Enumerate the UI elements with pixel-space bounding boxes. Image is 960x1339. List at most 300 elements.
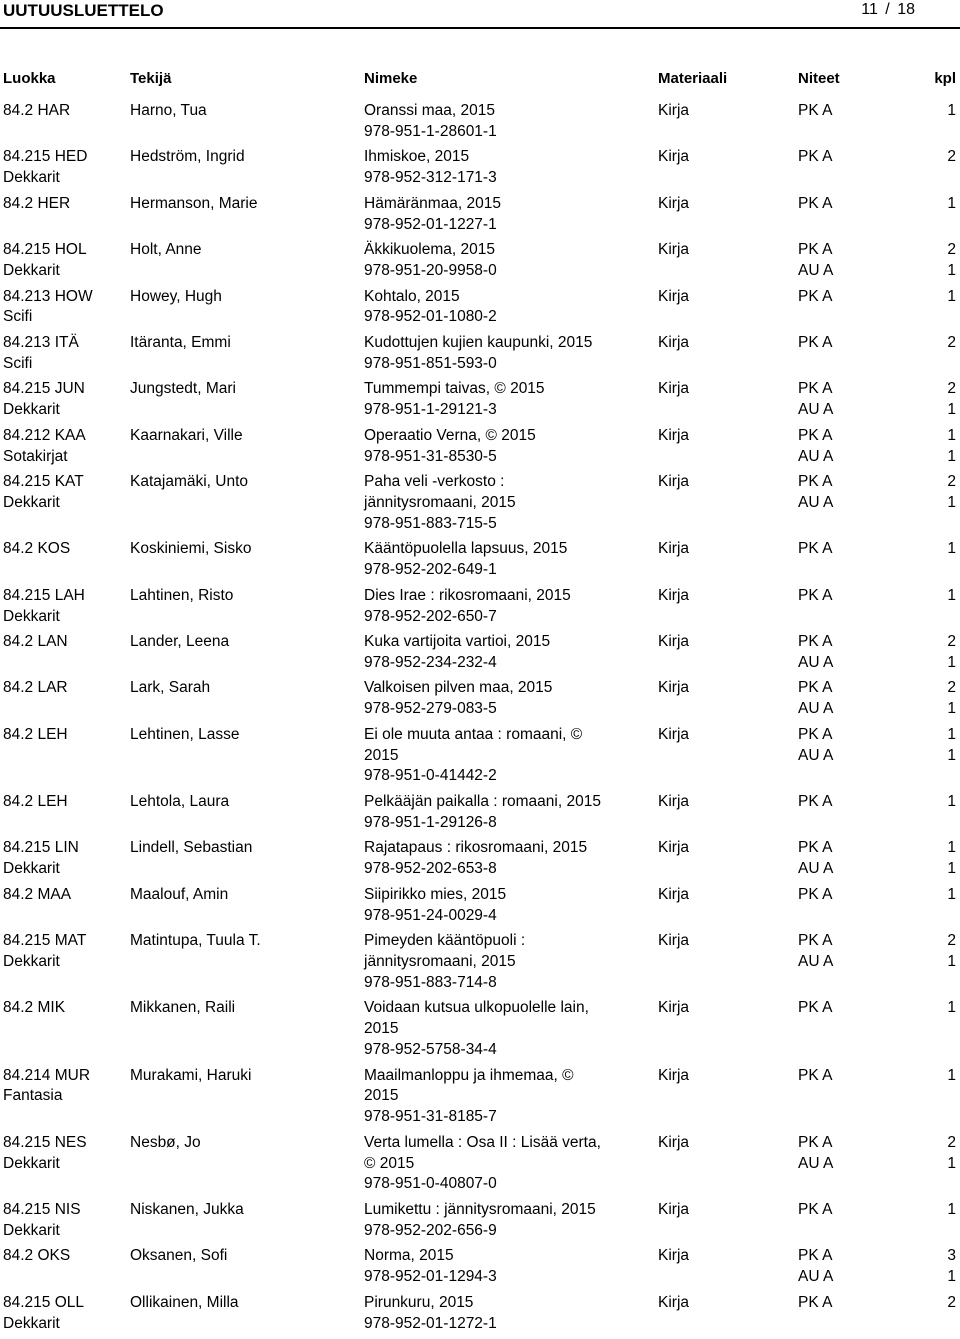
catalog-row [0, 678, 960, 720]
page-header [0, 0, 960, 26]
material: Kirja [658, 473, 690, 491]
location: PK A [798, 194, 833, 212]
title-cell [364, 931, 626, 993]
notes-cell [798, 632, 833, 674]
author: Itäranta, Emmi [130, 333, 231, 351]
count: 1 [947, 540, 956, 558]
catalog-row [0, 792, 960, 834]
location: PK A [798, 885, 833, 903]
genre: Dekkarit [3, 1154, 60, 1172]
count: 2 [947, 633, 956, 651]
count-cell [947, 1133, 956, 1175]
author: Maalouf, Amin [130, 885, 229, 903]
notes-cell [798, 194, 832, 215]
genre: Dekkarit [3, 493, 60, 511]
count: 1 [947, 447, 956, 465]
author: Lehtinen, Lasse [130, 725, 240, 743]
count: 1 [947, 746, 956, 764]
material: Kirja [658, 148, 690, 166]
author: Hedström, Ingrid [130, 148, 245, 166]
class-code: 84.2 LEH [3, 725, 68, 743]
count-cell [947, 885, 956, 906]
material: Kirja [658, 932, 690, 950]
title-cell [364, 147, 626, 189]
class-code: 84.215 NES [3, 1133, 87, 1151]
count: 1 [947, 287, 956, 305]
genre: Dekkarit [3, 401, 60, 419]
count-cell [947, 1293, 956, 1314]
title-cell [364, 1133, 626, 1195]
title-line: Tummempi taivas, © 2015 [364, 380, 545, 398]
title-line: Ihmiskoe, 2015 [364, 148, 470, 166]
column-headers [0, 70, 960, 90]
notes-cell [798, 333, 832, 354]
count-cell [947, 101, 956, 122]
location: PK A [798, 633, 833, 651]
class-cell [3, 1200, 81, 1242]
page-number: 11 / 18 [861, 1, 915, 18]
location: PK A [798, 473, 833, 491]
material: Kirja [658, 679, 690, 697]
class-code: 84.2 LAN [3, 633, 68, 651]
count: 1 [947, 261, 956, 279]
title-line: 978-952-202-656-9 [364, 1221, 497, 1239]
catalog-row [0, 1200, 960, 1242]
title-line: 978-952-01-1227-1 [364, 215, 497, 233]
location: AU A [798, 447, 834, 465]
col-class: Luokka [3, 70, 56, 87]
class-code: 84.2 OKS [3, 1247, 71, 1265]
count: 1 [947, 860, 956, 878]
genre: Dekkarit [3, 1221, 60, 1239]
class-cell [3, 194, 70, 215]
count: 1 [947, 493, 956, 511]
notes-cell [798, 1200, 832, 1221]
genre: Scifi [3, 354, 33, 372]
catalog-row [0, 838, 960, 880]
title-cell [364, 632, 626, 674]
count-cell [947, 333, 956, 354]
title-line: 978-952-234-232-4 [364, 653, 497, 671]
author: Lark, Sarah [130, 679, 211, 697]
page-title: UUTUUSLUETTELO [3, 1, 164, 20]
class-cell [3, 333, 79, 375]
location: PK A [798, 540, 833, 558]
class-code: 84.215 LIN [3, 839, 79, 857]
title-cell [364, 1246, 626, 1288]
class-cell [3, 147, 87, 189]
count: 1 [947, 586, 956, 604]
count-cell [947, 472, 956, 514]
author: Lehtola, Laura [130, 793, 230, 811]
material: Kirja [658, 287, 690, 305]
class-cell [3, 586, 85, 628]
location: PK A [798, 241, 833, 259]
class-code: 84.2 HER [3, 194, 71, 212]
notes-cell [798, 586, 832, 607]
title-cell [364, 539, 626, 581]
count: 2 [947, 1293, 956, 1311]
author: Harno, Tua [130, 102, 207, 119]
title-line: 2015 [364, 1020, 399, 1038]
notes-cell [798, 101, 832, 122]
material: Kirja [658, 586, 690, 604]
col-notes: Niteet [798, 70, 840, 87]
title-line: Paha veli -verkosto : [364, 473, 505, 491]
catalog-row [0, 931, 960, 993]
notes-cell [798, 539, 832, 560]
count-cell [947, 1200, 956, 1221]
title-line: Pimeyden kääntöpuoli : [364, 932, 526, 950]
title-line: 978-952-01-1272-1 [364, 1314, 497, 1332]
class-code: 84.2 MAA [3, 885, 72, 903]
notes-cell [798, 1246, 833, 1288]
title-line: 978-951-1-29121-3 [364, 401, 497, 419]
title-line: 978-951-1-28601-1 [364, 122, 497, 140]
title-line: Voidaan kutsua ulkopuolelle lain, [364, 999, 589, 1017]
notes-cell [798, 287, 832, 308]
catalog-row [0, 539, 960, 581]
title-line: 978-952-312-171-3 [364, 169, 497, 187]
class-code: 84.215 MAT [3, 932, 87, 950]
title-line: 978-952-01-1294-3 [364, 1268, 497, 1286]
title-cell [364, 1066, 626, 1128]
location: AU A [798, 261, 834, 279]
notes-cell [798, 240, 833, 282]
location: AU A [798, 860, 834, 878]
count: 2 [947, 380, 956, 398]
class-cell [3, 838, 79, 880]
author: Mikkanen, Raili [130, 999, 236, 1017]
count-cell [947, 147, 956, 168]
count: 2 [947, 932, 956, 950]
title-line: Maailmanloppu ja ihmemaa, © [364, 1066, 574, 1084]
genre: Dekkarit [3, 169, 60, 187]
title-line: 2015 [364, 746, 399, 764]
class-cell [3, 678, 68, 699]
count-cell [947, 725, 956, 767]
author: Oksanen, Sofi [130, 1247, 228, 1265]
class-cell [3, 287, 93, 329]
catalog-row [0, 472, 960, 534]
material: Kirja [658, 1200, 690, 1218]
location: PK A [798, 1200, 833, 1218]
title-cell [364, 287, 626, 329]
count: 1 [947, 999, 956, 1017]
material: Kirja [658, 725, 690, 743]
count-cell [947, 1246, 956, 1288]
title-line: Siipirikko mies, 2015 [364, 885, 507, 903]
title-cell [364, 194, 626, 236]
count-cell [947, 287, 956, 308]
author: Howey, Hugh [130, 287, 222, 305]
title-line: 978-952-202-649-1 [364, 561, 497, 579]
class-code: 84.215 KAT [3, 473, 84, 491]
genre: Scifi [3, 308, 33, 326]
class-code: 84.215 HED [3, 148, 88, 166]
count-cell [947, 678, 956, 720]
title-line: 978-952-279-083-5 [364, 700, 497, 718]
count: 1 [947, 102, 956, 119]
location: AU A [798, 493, 834, 511]
title-line: Kuka vartijoita vartioi, 2015 [364, 633, 551, 651]
count-cell [947, 838, 956, 880]
title-line: Dies Irae : rikosromaani, 2015 [364, 586, 571, 604]
material: Kirja [658, 194, 690, 212]
material: Kirja [658, 1133, 690, 1151]
location: PK A [798, 333, 833, 351]
notes-cell [798, 147, 832, 168]
count: 2 [947, 148, 956, 166]
class-cell [3, 998, 65, 1019]
col-author: Tekijä [130, 70, 172, 87]
class-cell [3, 240, 87, 282]
title-line: Kääntöpuolella lapsuus, 2015 [364, 540, 568, 558]
material: Kirja [658, 793, 690, 811]
title-line: 978-951-0-41442-2 [364, 767, 497, 785]
count: 1 [947, 885, 956, 903]
notes-cell [798, 931, 833, 973]
count: 2 [947, 1133, 956, 1151]
class-cell [3, 379, 85, 421]
genre: Dekkarit [3, 261, 60, 279]
catalog-row [0, 885, 960, 927]
title-cell [364, 379, 626, 421]
title-line: jännitysromaani, 2015 [364, 493, 516, 511]
author: Hermanson, Marie [130, 194, 258, 212]
material: Kirja [658, 102, 690, 119]
class-code: 84.2 KOS [3, 540, 71, 558]
notes-cell [798, 838, 833, 880]
location: AU A [798, 1268, 834, 1286]
title-line: Kudottujen kujien kaupunki, 2015 [364, 333, 593, 351]
title-cell [364, 792, 626, 834]
genre: Dekkarit [3, 1314, 60, 1332]
notes-cell [798, 379, 833, 421]
title-cell [364, 1293, 626, 1335]
count-cell [947, 379, 956, 421]
count-cell [947, 931, 956, 973]
location: PK A [798, 287, 833, 305]
location: PK A [798, 102, 833, 119]
location: PK A [798, 1247, 833, 1265]
title-cell [364, 101, 626, 143]
count: 1 [947, 401, 956, 419]
material: Kirja [658, 426, 690, 444]
class-code: 84.212 KAA [3, 426, 86, 444]
class-cell [3, 472, 84, 514]
count-cell [947, 998, 956, 1019]
title-line: Pirunkuru, 2015 [364, 1293, 474, 1311]
author: Lahtinen, Risto [130, 586, 234, 604]
title-line: 978-951-883-715-5 [364, 514, 497, 532]
title-line: 978-951-1-29126-8 [364, 813, 497, 831]
location: PK A [798, 679, 833, 697]
count: 1 [947, 1066, 956, 1084]
count: 1 [947, 700, 956, 718]
title-line: © 2015 [364, 1154, 415, 1172]
col-material: Materiaali [658, 70, 728, 87]
title-cell [364, 426, 626, 468]
notes-cell [798, 885, 832, 906]
class-cell [3, 725, 68, 746]
header-rule [0, 27, 960, 29]
title-cell [364, 333, 626, 375]
title-line: 978-951-20-9958-0 [364, 261, 497, 279]
count: 1 [947, 1200, 956, 1218]
title-cell [364, 240, 626, 282]
title-line: Ei ole muuta antaa : romaani, © [364, 725, 583, 743]
title-line: Valkoisen pilven maa, 2015 [364, 679, 553, 697]
notes-cell [798, 998, 832, 1019]
title-line: 978-952-01-1080-2 [364, 308, 497, 326]
author: Ollikainen, Milla [130, 1293, 239, 1311]
count-cell [947, 632, 956, 674]
class-cell [3, 632, 68, 653]
genre: Sotakirjat [3, 447, 68, 465]
material: Kirja [658, 241, 690, 259]
location: PK A [798, 839, 833, 857]
author: Murakami, Haruki [130, 1066, 252, 1084]
title-cell [364, 725, 626, 787]
count: 1 [947, 839, 956, 857]
class-code: 84.215 JUN [3, 380, 85, 398]
catalog-row [0, 147, 960, 189]
location: PK A [798, 380, 833, 398]
class-code: 84.2 LAR [3, 679, 68, 697]
title-line: 978-951-851-593-0 [364, 354, 497, 372]
col-count: kpl [934, 70, 956, 87]
count: 3 [947, 1247, 956, 1265]
catalog-row [0, 379, 960, 421]
catalog-list [0, 101, 960, 1339]
title-cell [364, 838, 626, 880]
location: PK A [798, 793, 833, 811]
title-line: 978-951-31-8185-7 [364, 1108, 497, 1126]
title-cell [364, 586, 626, 628]
count: 2 [947, 333, 956, 351]
location: PK A [798, 1293, 833, 1311]
class-cell [3, 539, 70, 560]
material: Kirja [658, 1247, 690, 1265]
class-code: 84.213 HOW [3, 287, 93, 305]
author: Lander, Leena [130, 633, 230, 651]
title-line: Norma, 2015 [364, 1247, 454, 1265]
author: Jungstedt, Mari [130, 380, 236, 398]
catalog-row [0, 586, 960, 628]
author: Niskanen, Jukka [130, 1200, 244, 1218]
notes-cell [798, 1133, 833, 1175]
col-title: Nimeke [364, 70, 418, 87]
title-line: Operaatio Verna, © 2015 [364, 426, 536, 444]
genre: Dekkarit [3, 607, 60, 625]
catalog-row [0, 426, 960, 468]
author: Kaarnakari, Ville [130, 426, 243, 444]
title-line: 978-951-883-714-8 [364, 973, 497, 991]
class-code: 84.213 ITÄ [3, 333, 79, 351]
count: 2 [947, 679, 956, 697]
count-cell [947, 1066, 956, 1087]
catalog-row [0, 1293, 960, 1335]
count: 1 [947, 953, 956, 971]
class-code: 84.215 HOL [3, 241, 87, 259]
class-code: 84.215 OLL [3, 1293, 85, 1311]
location: PK A [798, 932, 833, 950]
notes-cell [798, 678, 833, 720]
title-line: Kohtalo, 2015 [364, 287, 460, 305]
location: PK A [798, 999, 833, 1017]
catalog-row [0, 1066, 960, 1128]
catalog-row [0, 725, 960, 787]
class-code: 84.2 MIK [3, 999, 66, 1017]
title-line: 978-951-31-8530-5 [364, 447, 497, 465]
count: 1 [947, 653, 956, 671]
count: 1 [947, 1268, 956, 1286]
location: PK A [798, 725, 833, 743]
author: Matintupa, Tuula T. [130, 932, 261, 950]
title-line: Lumikettu : jännitysromaani, 2015 [364, 1200, 596, 1218]
author: Lindell, Sebastian [130, 839, 253, 857]
title-cell [364, 885, 626, 927]
count: 1 [947, 194, 956, 212]
location: PK A [798, 426, 833, 444]
class-code: 84.215 LAH [3, 586, 85, 604]
title-line: 978-952-202-650-7 [364, 607, 497, 625]
class-cell [3, 1066, 90, 1108]
title-cell [364, 1200, 626, 1242]
count-cell [947, 586, 956, 607]
count: 1 [947, 1154, 956, 1172]
location: PK A [798, 586, 833, 604]
title-line: Hämäränmaa, 2015 [364, 194, 501, 212]
location: PK A [798, 148, 833, 166]
location: AU A [798, 746, 834, 764]
class-cell [3, 1133, 87, 1175]
class-cell [3, 1246, 70, 1267]
class-cell [3, 1293, 84, 1335]
title-line: Äkkikuolema, 2015 [364, 241, 495, 259]
catalog-row [0, 101, 960, 143]
material: Kirja [658, 839, 690, 857]
title-line: 978-951-24-0029-4 [364, 906, 497, 924]
title-line: 978-952-202-653-8 [364, 860, 497, 878]
notes-cell [798, 1293, 832, 1314]
class-code: 84.2 LEH [3, 793, 68, 811]
author: Katajamäki, Unto [130, 473, 249, 491]
title-cell [364, 998, 626, 1060]
count-cell [947, 240, 956, 282]
count-cell [947, 194, 956, 215]
title-line: 978-951-0-40807-0 [364, 1175, 497, 1193]
count: 1 [947, 426, 956, 444]
genre: Fantasia [3, 1087, 63, 1105]
location: AU A [798, 653, 834, 671]
notes-cell [798, 725, 833, 767]
catalog-row [0, 1133, 960, 1195]
catalog-row [0, 287, 960, 329]
catalog-row [0, 194, 960, 236]
class-cell [3, 792, 68, 813]
material: Kirja [658, 1066, 690, 1084]
location: AU A [798, 953, 834, 971]
count: 1 [947, 725, 956, 743]
notes-cell [798, 792, 832, 813]
count: 2 [947, 473, 956, 491]
title-line: 2015 [364, 1087, 399, 1105]
author: Nesbø, Jo [130, 1133, 201, 1151]
location: AU A [798, 1154, 834, 1172]
material: Kirja [658, 380, 690, 398]
